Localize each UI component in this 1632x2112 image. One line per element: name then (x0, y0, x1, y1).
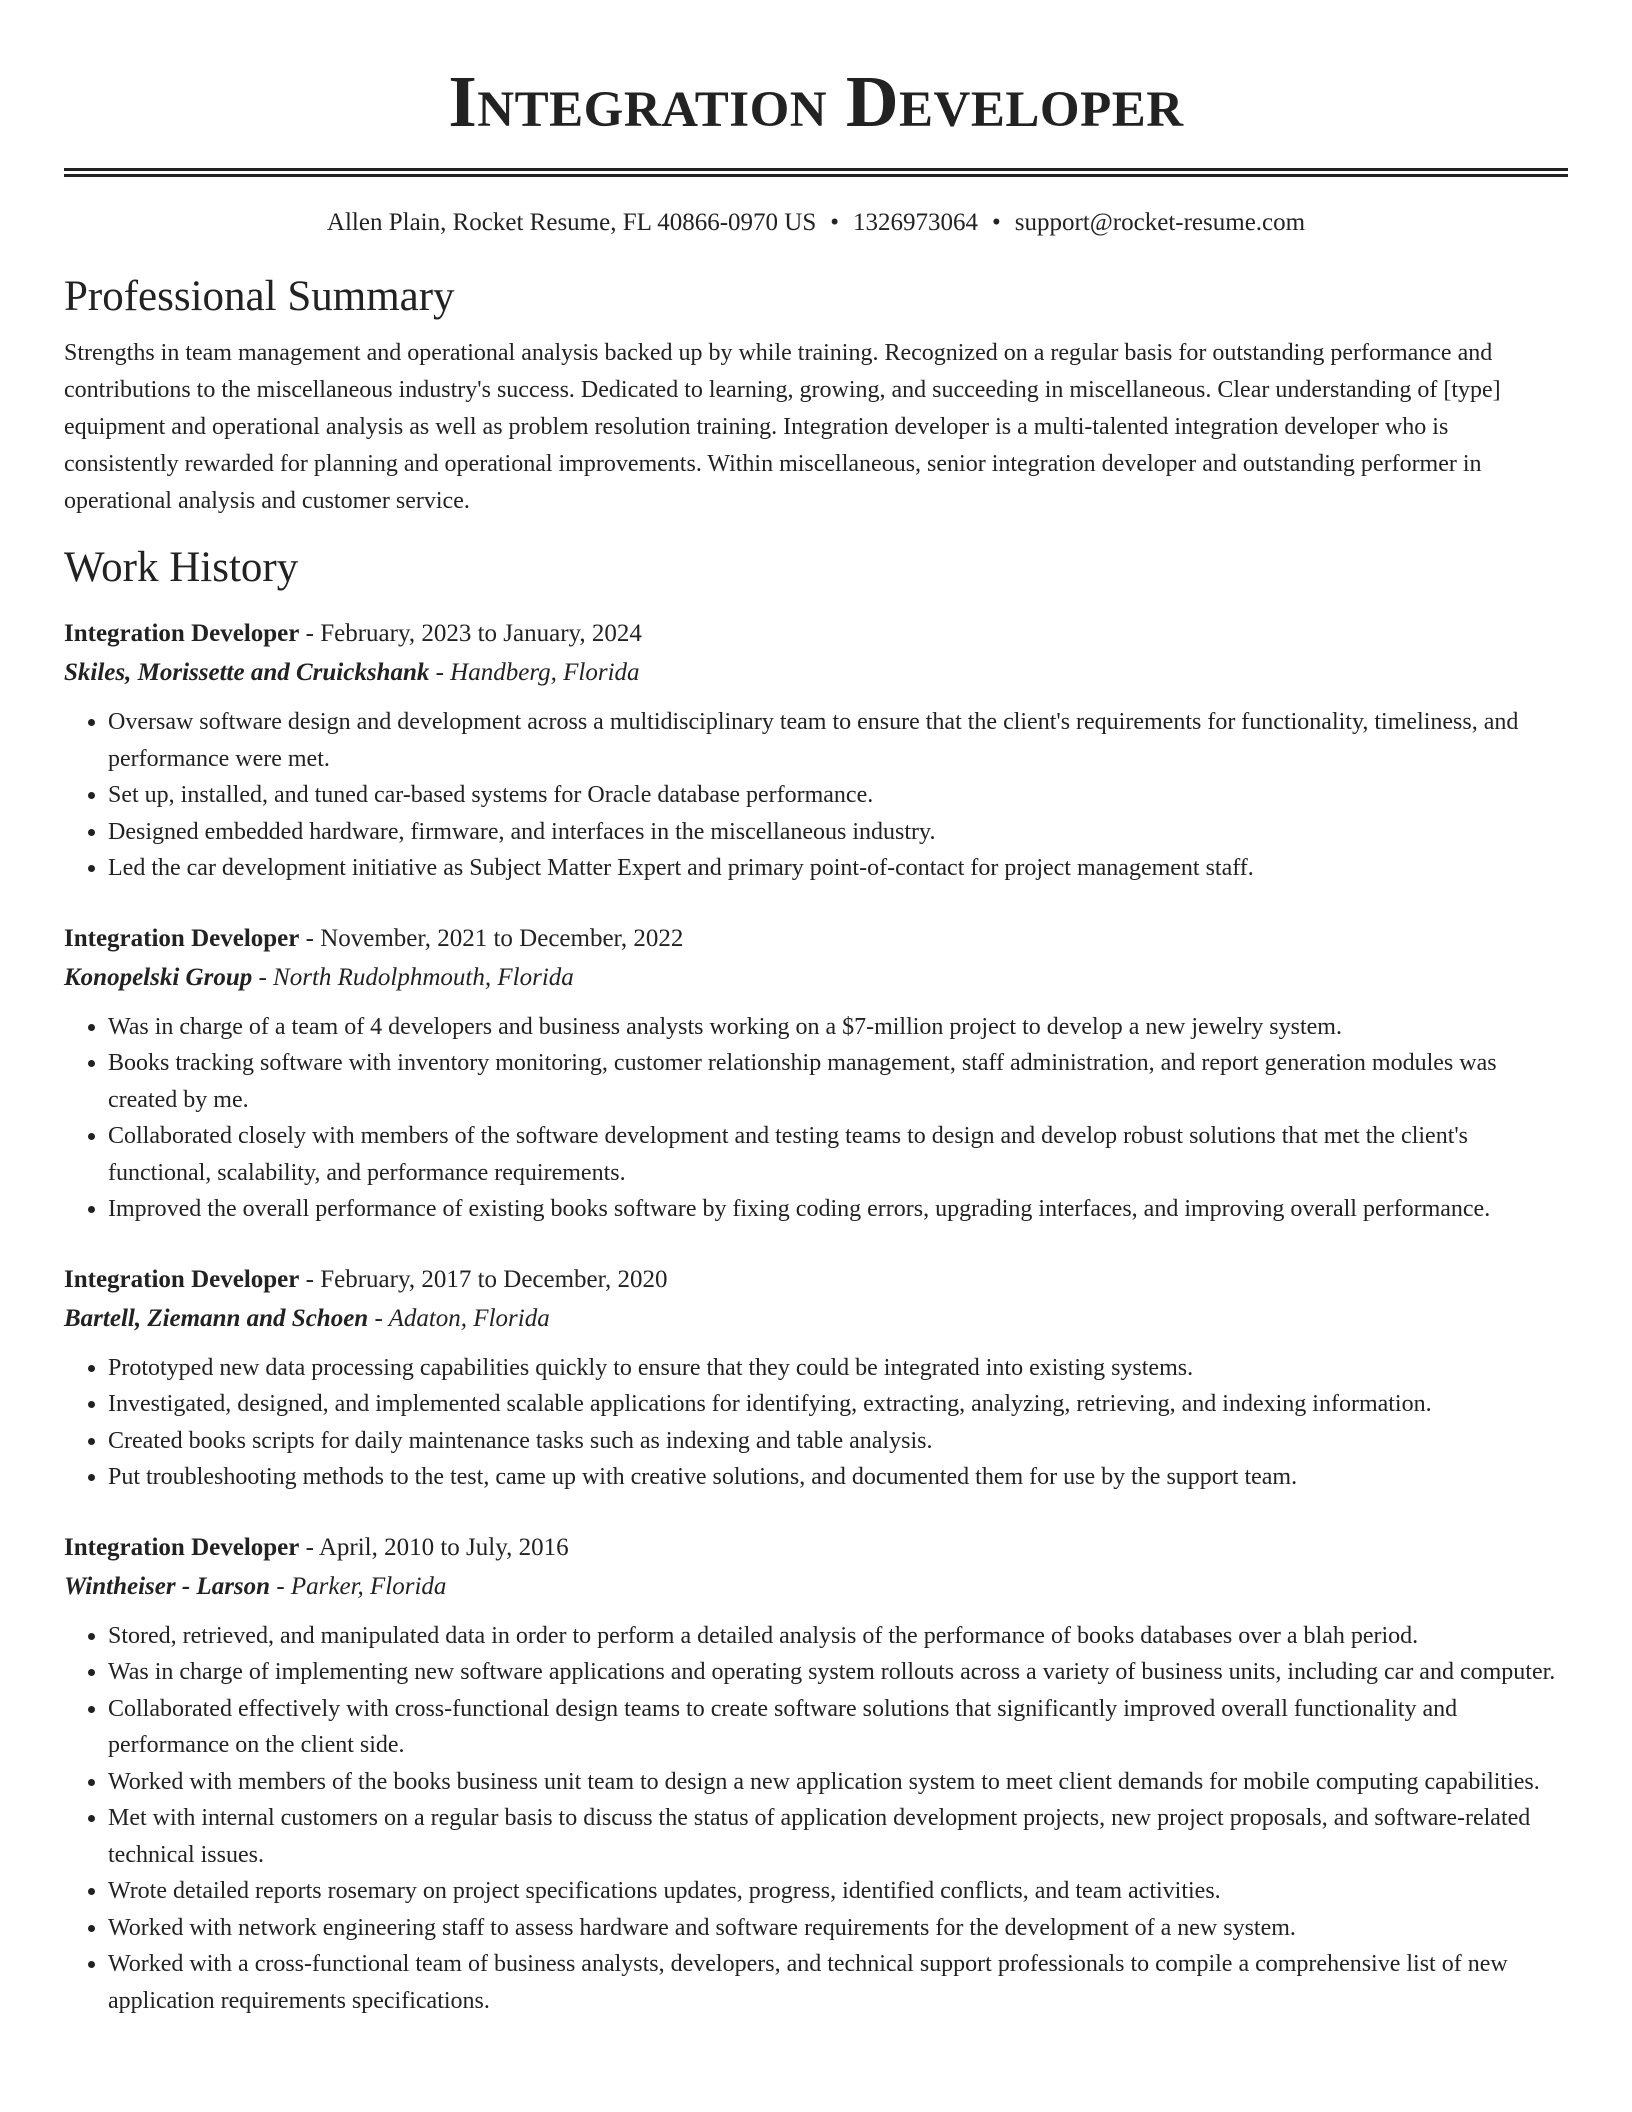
job-entry (64, 614, 1568, 887)
job-bullets (64, 1350, 1568, 1496)
job-bullet: • Collaborated closely with members of the software development and testing teams to design and develop robust solutions that met the client's functional, scalability, and performance requirements. (108, 1118, 1568, 1191)
job-location: - North Rudolphmouth, Florida (252, 963, 574, 991)
contact-email: support@rocket-resume.com (1014, 209, 1306, 236)
job-entry (64, 919, 1568, 1228)
job-bullet: • Oversaw software design and development across a multidisciplinary team to ensure that the client's requirements for functionality, timeliness, and performance were met. (108, 704, 1568, 777)
job-entry (64, 1528, 1568, 2020)
job-bullets (64, 704, 1568, 887)
job-title: Integration Developer (64, 1533, 300, 1561)
job-dates: - April, 2010 to July, 2016 (299, 1533, 569, 1561)
job-header (64, 919, 1568, 958)
work-history-heading: Work History (64, 544, 299, 591)
contact-separator: • (830, 209, 840, 236)
job-dates: - November, 2021 to December, 2022 (299, 924, 684, 952)
job-bullet: • Created books scripts for daily maintenance tasks such as indexing and table analysis. (108, 1423, 1568, 1460)
job-bullet: • Set up, installed, and tuned car-based systems for Oracle database performance. (108, 777, 1568, 814)
job-company: Bartell, Ziemann and Schoen (64, 1304, 369, 1332)
job-dates: - February, 2017 to December, 2020 (299, 1265, 668, 1293)
job-header (64, 1528, 1568, 1567)
job-bullet: • Worked with a cross-functional team of business analysts, developers, and technical support professionals to compile a comprehensive list of new application requirements specifications. (108, 1946, 1568, 2019)
job-bullet: • Worked with members of the books business unit team to design a new application system to meet client demands for mobile computing capabilities. (108, 1764, 1568, 1801)
page-title: Integration Developer (448, 61, 1184, 142)
job-entry (64, 1260, 1568, 1496)
job-bullet: • Put troubleshooting methods to the test, came up with creative solutions, and documented them for use by the support team. (108, 1459, 1568, 1496)
job-bullet: • Investigated, designed, and implemented scalable applications for identifying, extracting, analyzing, retrieving, and indexing information. (108, 1386, 1568, 1423)
job-header (64, 614, 1568, 653)
job-company: Wintheiser - Larson (64, 1572, 271, 1600)
job-bullet: • Was in charge of a team of 4 developers and business analysts working on a $7-million project to develop a new jewelry system. (108, 1009, 1568, 1046)
job-header (64, 1260, 1568, 1299)
job-company-line (64, 1299, 1568, 1338)
job-location: - Adaton, Florida (368, 1304, 550, 1332)
job-location: - Handberg, Florida (429, 659, 640, 686)
job-bullet: • Worked with network engineering staff to assess hardware and software requirements for the development of a new system. (108, 1910, 1568, 1947)
summary-text: Strengths in team management and operational analysis backed up by while training. Recognized on a regular basis for outstanding performance and contributions to the miscellaneous industry's success. Dedicated to learning, growing, and succeeding in miscellaneous. Clear understanding of [type] equipment and operational analysis as well as problem resolution training. Integration developer is a multi-talented integration developer who is consistently rewarded for planning and operational improvements. Within miscellaneous, senior integration developer and outstanding performer in operational analysis and customer service. (64, 340, 1501, 514)
job-bullet: • Collaborated effectively with cross-functional design teams to create software solutions that significantly improved overall functionality and performance on the client side. (108, 1691, 1568, 1764)
job-location: - Parker, Florida (270, 1572, 447, 1600)
job-bullet: • Stored, retrieved, and manipulated data in order to perform a detailed analysis of the performance of books databases over a blah period. (108, 1618, 1568, 1655)
job-company-line (64, 653, 1568, 692)
job-bullet: • Designed embedded hardware, firmware, and interfaces in the miscellaneous industry. (108, 814, 1568, 851)
job-bullet: • Wrote detailed reports rosemary on project specifications updates, progress, identified conflicts, and team activities. (108, 1873, 1568, 1910)
contact-address: Allen Plain, Rocket Resume, FL 40866-0970 US (326, 209, 817, 236)
contact-line (64, 207, 1568, 239)
job-bullets (64, 1618, 1568, 2020)
job-bullet: • Prototyped new data processing capabilities quickly to ensure that they could be integrated into existing systems. (108, 1350, 1568, 1387)
job-company-line (64, 1567, 1568, 1606)
title-divider (64, 168, 1568, 177)
contact-phone: 1326973064 (853, 209, 979, 236)
job-company: Konopelski Group (64, 963, 253, 991)
job-bullet: • Was in charge of implementing new software applications and operating system rollouts across a variety of business units, including car and computer. (108, 1654, 1568, 1691)
job-bullet: • Led the car development initiative as Subject Matter Expert and primary point-of-contact for project management staff. (108, 850, 1568, 887)
job-title: Integration Developer (64, 620, 300, 647)
job-bullet: • Met with internal customers on a regular basis to discuss the status of application development projects, new project proposals, and software-related technical issues. (108, 1800, 1568, 1873)
job-bullets (64, 1009, 1568, 1228)
job-bullet: • Improved the overall performance of existing books software by fixing coding errors, upgrading interfaces, and improving overall performance. (108, 1191, 1568, 1228)
job-dates: - February, 2023 to January, 2024 (299, 620, 642, 647)
job-company-line (64, 958, 1568, 997)
contact-separator: • (992, 209, 1001, 236)
job-title: Integration Developer (64, 1265, 300, 1293)
job-title: Integration Developer (64, 924, 300, 952)
summary-heading: Professional Summary (64, 273, 455, 320)
job-bullet: • Books tracking software with inventory monitoring, customer relationship management, staff administration, and report generation modules was created by me. (108, 1045, 1568, 1118)
job-company: Skiles, Morissette and Cruickshank (64, 659, 430, 686)
